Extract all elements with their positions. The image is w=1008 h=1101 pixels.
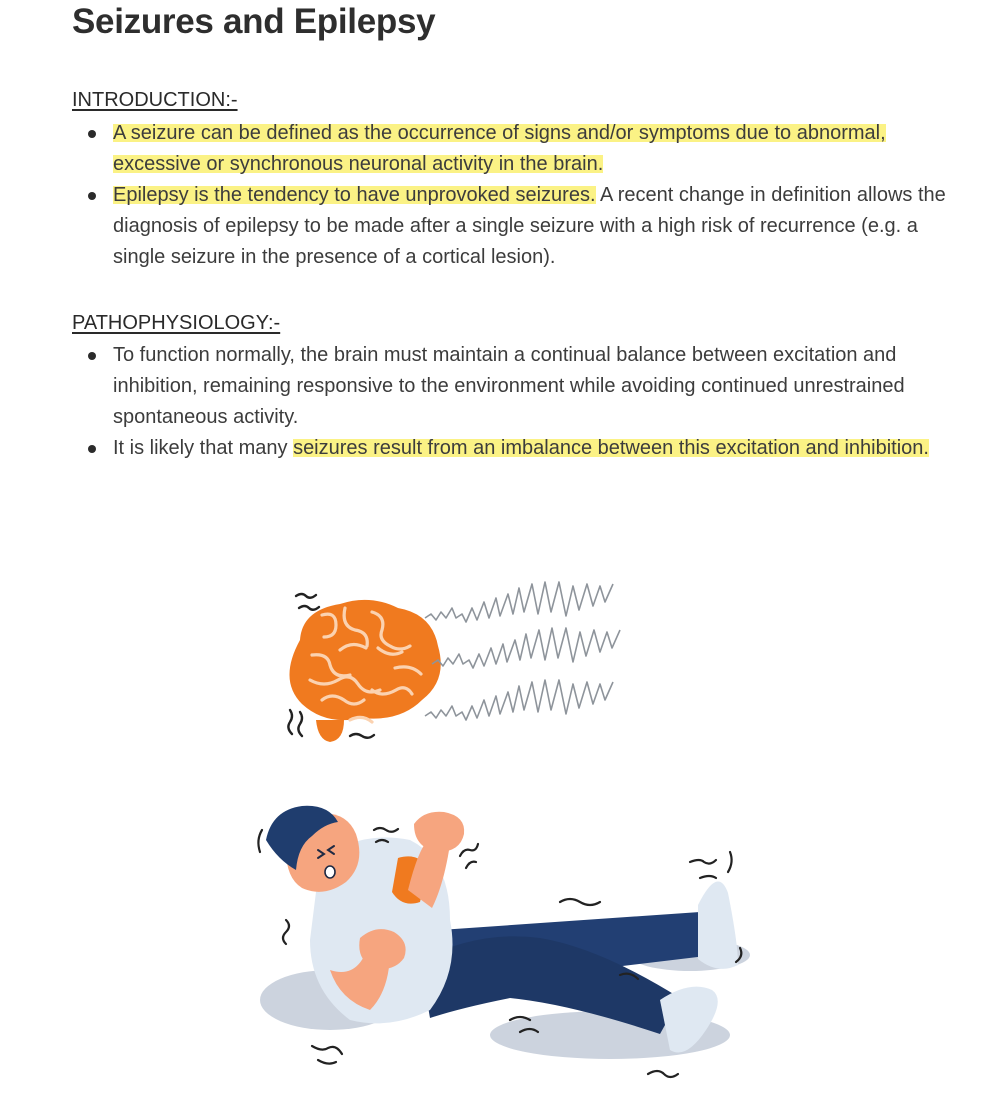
seizing-person-illustration <box>260 806 750 1059</box>
body-text: It is likely that many <box>113 437 294 459</box>
highlighted-text: seizures result from an imbalance between this excitation and inhibition. <box>293 437 929 459</box>
highlighted-text: A seizure can be defined as the occurrence of signs and/or symptoms due to abnormal, excessive or synchronous neuronal activity in the brain. <box>113 122 886 175</box>
body-text: To function normally, the brain must maintain a continual balance between excitation and inhibition, remaining responsive to the environment while avoiding continued unrestrained spontaneous activity. <box>113 344 905 428</box>
page-title: Seizures and Epilepsy <box>72 2 436 41</box>
highlighted-text: Epilepsy is the tendency to have unprovoked seizures. <box>113 184 596 206</box>
body-text: A recent change in definition allows the diagnosis of epilepsy to be made after a single seizure with a high risk of recurrence (e.g. a single seizure in the presence of a cortical lesion). <box>113 184 946 268</box>
brain-illustration <box>289 600 440 742</box>
eeg-waves-illustration <box>425 582 620 720</box>
pathophysiology-heading: PATHOPHYSIOLOGY:- <box>72 312 281 334</box>
introduction-heading: INTRODUCTION:- <box>72 89 238 111</box>
